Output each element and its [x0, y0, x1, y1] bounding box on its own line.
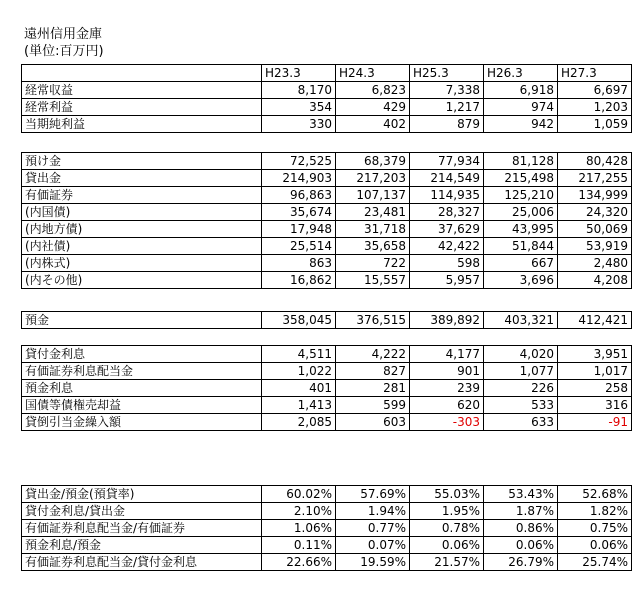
value-cell: 1,022: [262, 363, 336, 380]
value-cell: 6,918: [484, 82, 558, 99]
value-cell: 1,413: [262, 397, 336, 414]
year-header-cell: H25.3: [410, 65, 484, 82]
value-cell: 22.66%: [262, 554, 336, 571]
deposit-table: [21, 311, 632, 329]
value-cell: 4,020: [484, 346, 558, 363]
value-cell: 4,177: [410, 346, 484, 363]
value-cell: 114,935: [410, 187, 484, 204]
row-label: 経常利益: [22, 99, 262, 116]
table-row: [22, 153, 632, 170]
row-label: 当期純利益: [22, 116, 262, 133]
value-cell: 599: [336, 397, 410, 414]
row-label: 経常収益: [22, 82, 262, 99]
table-row: [22, 486, 632, 503]
row-label: (内株式): [22, 255, 262, 272]
value-cell: 214,549: [410, 170, 484, 187]
table-row: [22, 346, 632, 363]
value-cell: 107,137: [336, 187, 410, 204]
value-cell: 16,862: [262, 272, 336, 289]
value-cell: 0.77%: [336, 520, 410, 537]
table-row: [22, 520, 632, 537]
table-row: [22, 238, 632, 255]
value-cell: 57.69%: [336, 486, 410, 503]
table-row: [22, 312, 632, 329]
value-cell: 974: [484, 99, 558, 116]
value-cell: 2.10%: [262, 503, 336, 520]
value-cell: 28,327: [410, 204, 484, 221]
value-cell: 0.06%: [558, 537, 632, 554]
row-label: 預金利息: [22, 380, 262, 397]
row-label: 国債等債権売却益: [22, 397, 262, 414]
table-row: [22, 170, 632, 187]
value-cell: 239: [410, 380, 484, 397]
value-cell: 77,934: [410, 153, 484, 170]
value-cell: 827: [336, 363, 410, 380]
value-cell: 901: [410, 363, 484, 380]
value-cell: 4,222: [336, 346, 410, 363]
value-cell: 80,428: [558, 153, 632, 170]
table-row: [22, 554, 632, 571]
value-cell: 879: [410, 116, 484, 133]
row-label: 貸倒引当金繰入額: [22, 414, 262, 431]
value-cell: 23,481: [336, 204, 410, 221]
value-cell: 134,999: [558, 187, 632, 204]
value-cell: 1,017: [558, 363, 632, 380]
value-cell: 316: [558, 397, 632, 414]
value-cell: 35,658: [336, 238, 410, 255]
value-cell: 37,629: [410, 221, 484, 238]
value-cell: 3,951: [558, 346, 632, 363]
value-cell: 1.06%: [262, 520, 336, 537]
value-cell: 8,170: [262, 82, 336, 99]
value-cell: 15,557: [336, 272, 410, 289]
value-cell: 60.02%: [262, 486, 336, 503]
value-cell: 50,069: [558, 221, 632, 238]
value-cell: 215,498: [484, 170, 558, 187]
value-cell: 330: [262, 116, 336, 133]
value-cell: 401: [262, 380, 336, 397]
value-cell: 0.06%: [410, 537, 484, 554]
row-label: (内国債): [22, 204, 262, 221]
value-cell: 7,338: [410, 82, 484, 99]
value-cell: 533: [484, 397, 558, 414]
interest-table: [21, 345, 632, 431]
value-cell: 354: [262, 99, 336, 116]
year-header-cell: H26.3: [484, 65, 558, 82]
table-row: [22, 272, 632, 289]
row-label: 有価証券利息配当金/貸付金利息: [22, 554, 262, 571]
value-cell: 1.94%: [336, 503, 410, 520]
value-cell: 358,045: [262, 312, 336, 329]
value-cell: 281: [336, 380, 410, 397]
year-header-cell: H24.3: [336, 65, 410, 82]
table-row: [22, 414, 632, 431]
value-cell: 81,128: [484, 153, 558, 170]
value-cell: 1.82%: [558, 503, 632, 520]
value-cell: 55.03%: [410, 486, 484, 503]
value-cell: 51,844: [484, 238, 558, 255]
value-cell: 31,718: [336, 221, 410, 238]
row-label: 預金利息/預金: [22, 537, 262, 554]
value-cell: 0.07%: [336, 537, 410, 554]
value-cell: 125,210: [484, 187, 558, 204]
value-cell: 25.74%: [558, 554, 632, 571]
value-cell: 389,892: [410, 312, 484, 329]
value-cell: 620: [410, 397, 484, 414]
value-cell: 35,674: [262, 204, 336, 221]
value-cell: 19.59%: [336, 554, 410, 571]
institution-title: 遠州信用金庫: [24, 27, 103, 42]
year-header-cell: H27.3: [558, 65, 632, 82]
value-cell: 6,823: [336, 82, 410, 99]
value-cell: 1.87%: [484, 503, 558, 520]
value-cell: 429: [336, 99, 410, 116]
value-cell: 6,697: [558, 82, 632, 99]
table-row: [22, 537, 632, 554]
value-cell: 96,863: [262, 187, 336, 204]
value-cell: 17,948: [262, 221, 336, 238]
row-label: 預け金: [22, 153, 262, 170]
value-cell: 42,422: [410, 238, 484, 255]
value-cell: 722: [336, 255, 410, 272]
year-header-cell: H23.3: [262, 65, 336, 82]
value-cell: 667: [484, 255, 558, 272]
row-label: 貸出金: [22, 170, 262, 187]
income-table: [21, 81, 632, 133]
value-cell: 1,059: [558, 116, 632, 133]
table-row: [22, 255, 632, 272]
value-cell: 376,515: [336, 312, 410, 329]
value-cell: 0.78%: [410, 520, 484, 537]
table-row: [22, 503, 632, 520]
balance-table: [21, 152, 632, 289]
value-cell: 1.95%: [410, 503, 484, 520]
value-cell: 4,511: [262, 346, 336, 363]
table-row: [22, 204, 632, 221]
value-cell: -91: [558, 414, 632, 431]
value-cell: 0.86%: [484, 520, 558, 537]
year-header: [21, 64, 632, 82]
value-cell: 4,208: [558, 272, 632, 289]
value-cell: 26.79%: [484, 554, 558, 571]
value-cell: 24,320: [558, 204, 632, 221]
row-label: 貸付金利息/貸出金: [22, 503, 262, 520]
value-cell: 68,379: [336, 153, 410, 170]
value-cell: 217,203: [336, 170, 410, 187]
value-cell: 403,321: [484, 312, 558, 329]
value-cell: -303: [410, 414, 484, 431]
value-cell: 863: [262, 255, 336, 272]
row-label: 有価証券利息配当金/有価証券: [22, 520, 262, 537]
table-row: [22, 82, 632, 99]
ratio-table: [21, 485, 632, 571]
table-row: [22, 221, 632, 238]
value-cell: 25,006: [484, 204, 558, 221]
row-label: 有価証券: [22, 187, 262, 204]
value-cell: 43,995: [484, 221, 558, 238]
value-cell: 1,203: [558, 99, 632, 116]
value-cell: 2,480: [558, 255, 632, 272]
table-row: [22, 116, 632, 133]
row-label: 貸付金利息: [22, 346, 262, 363]
value-cell: 0.06%: [484, 537, 558, 554]
value-cell: 5,957: [410, 272, 484, 289]
value-cell: 0.75%: [558, 520, 632, 537]
value-cell: 3,696: [484, 272, 558, 289]
value-cell: 226: [484, 380, 558, 397]
value-cell: 1,077: [484, 363, 558, 380]
unit-label: (単位:百万円): [24, 44, 104, 59]
header-blank-cell: [22, 65, 262, 82]
value-cell: 72,525: [262, 153, 336, 170]
row-label: (内社債): [22, 238, 262, 255]
value-cell: 53,919: [558, 238, 632, 255]
value-cell: 0.11%: [262, 537, 336, 554]
value-cell: 598: [410, 255, 484, 272]
table-row: [22, 397, 632, 414]
value-cell: 633: [484, 414, 558, 431]
value-cell: 603: [336, 414, 410, 431]
value-cell: 402: [336, 116, 410, 133]
value-cell: 214,903: [262, 170, 336, 187]
value-cell: 412,421: [558, 312, 632, 329]
row-label: (内地方債): [22, 221, 262, 238]
value-cell: 25,514: [262, 238, 336, 255]
value-cell: 2,085: [262, 414, 336, 431]
value-cell: 21.57%: [410, 554, 484, 571]
row-label: 貸出金/預金(預貸率): [22, 486, 262, 503]
row-label: 有価証券利息配当金: [22, 363, 262, 380]
table-row: [22, 363, 632, 380]
table-row: [22, 187, 632, 204]
row-label: 預金: [22, 312, 262, 329]
row-label: (内その他): [22, 272, 262, 289]
value-cell: 942: [484, 116, 558, 133]
table-row: [22, 380, 632, 397]
value-cell: 217,255: [558, 170, 632, 187]
value-cell: 52.68%: [558, 486, 632, 503]
value-cell: 53.43%: [484, 486, 558, 503]
table-row: [22, 99, 632, 116]
value-cell: 1,217: [410, 99, 484, 116]
value-cell: 258: [558, 380, 632, 397]
